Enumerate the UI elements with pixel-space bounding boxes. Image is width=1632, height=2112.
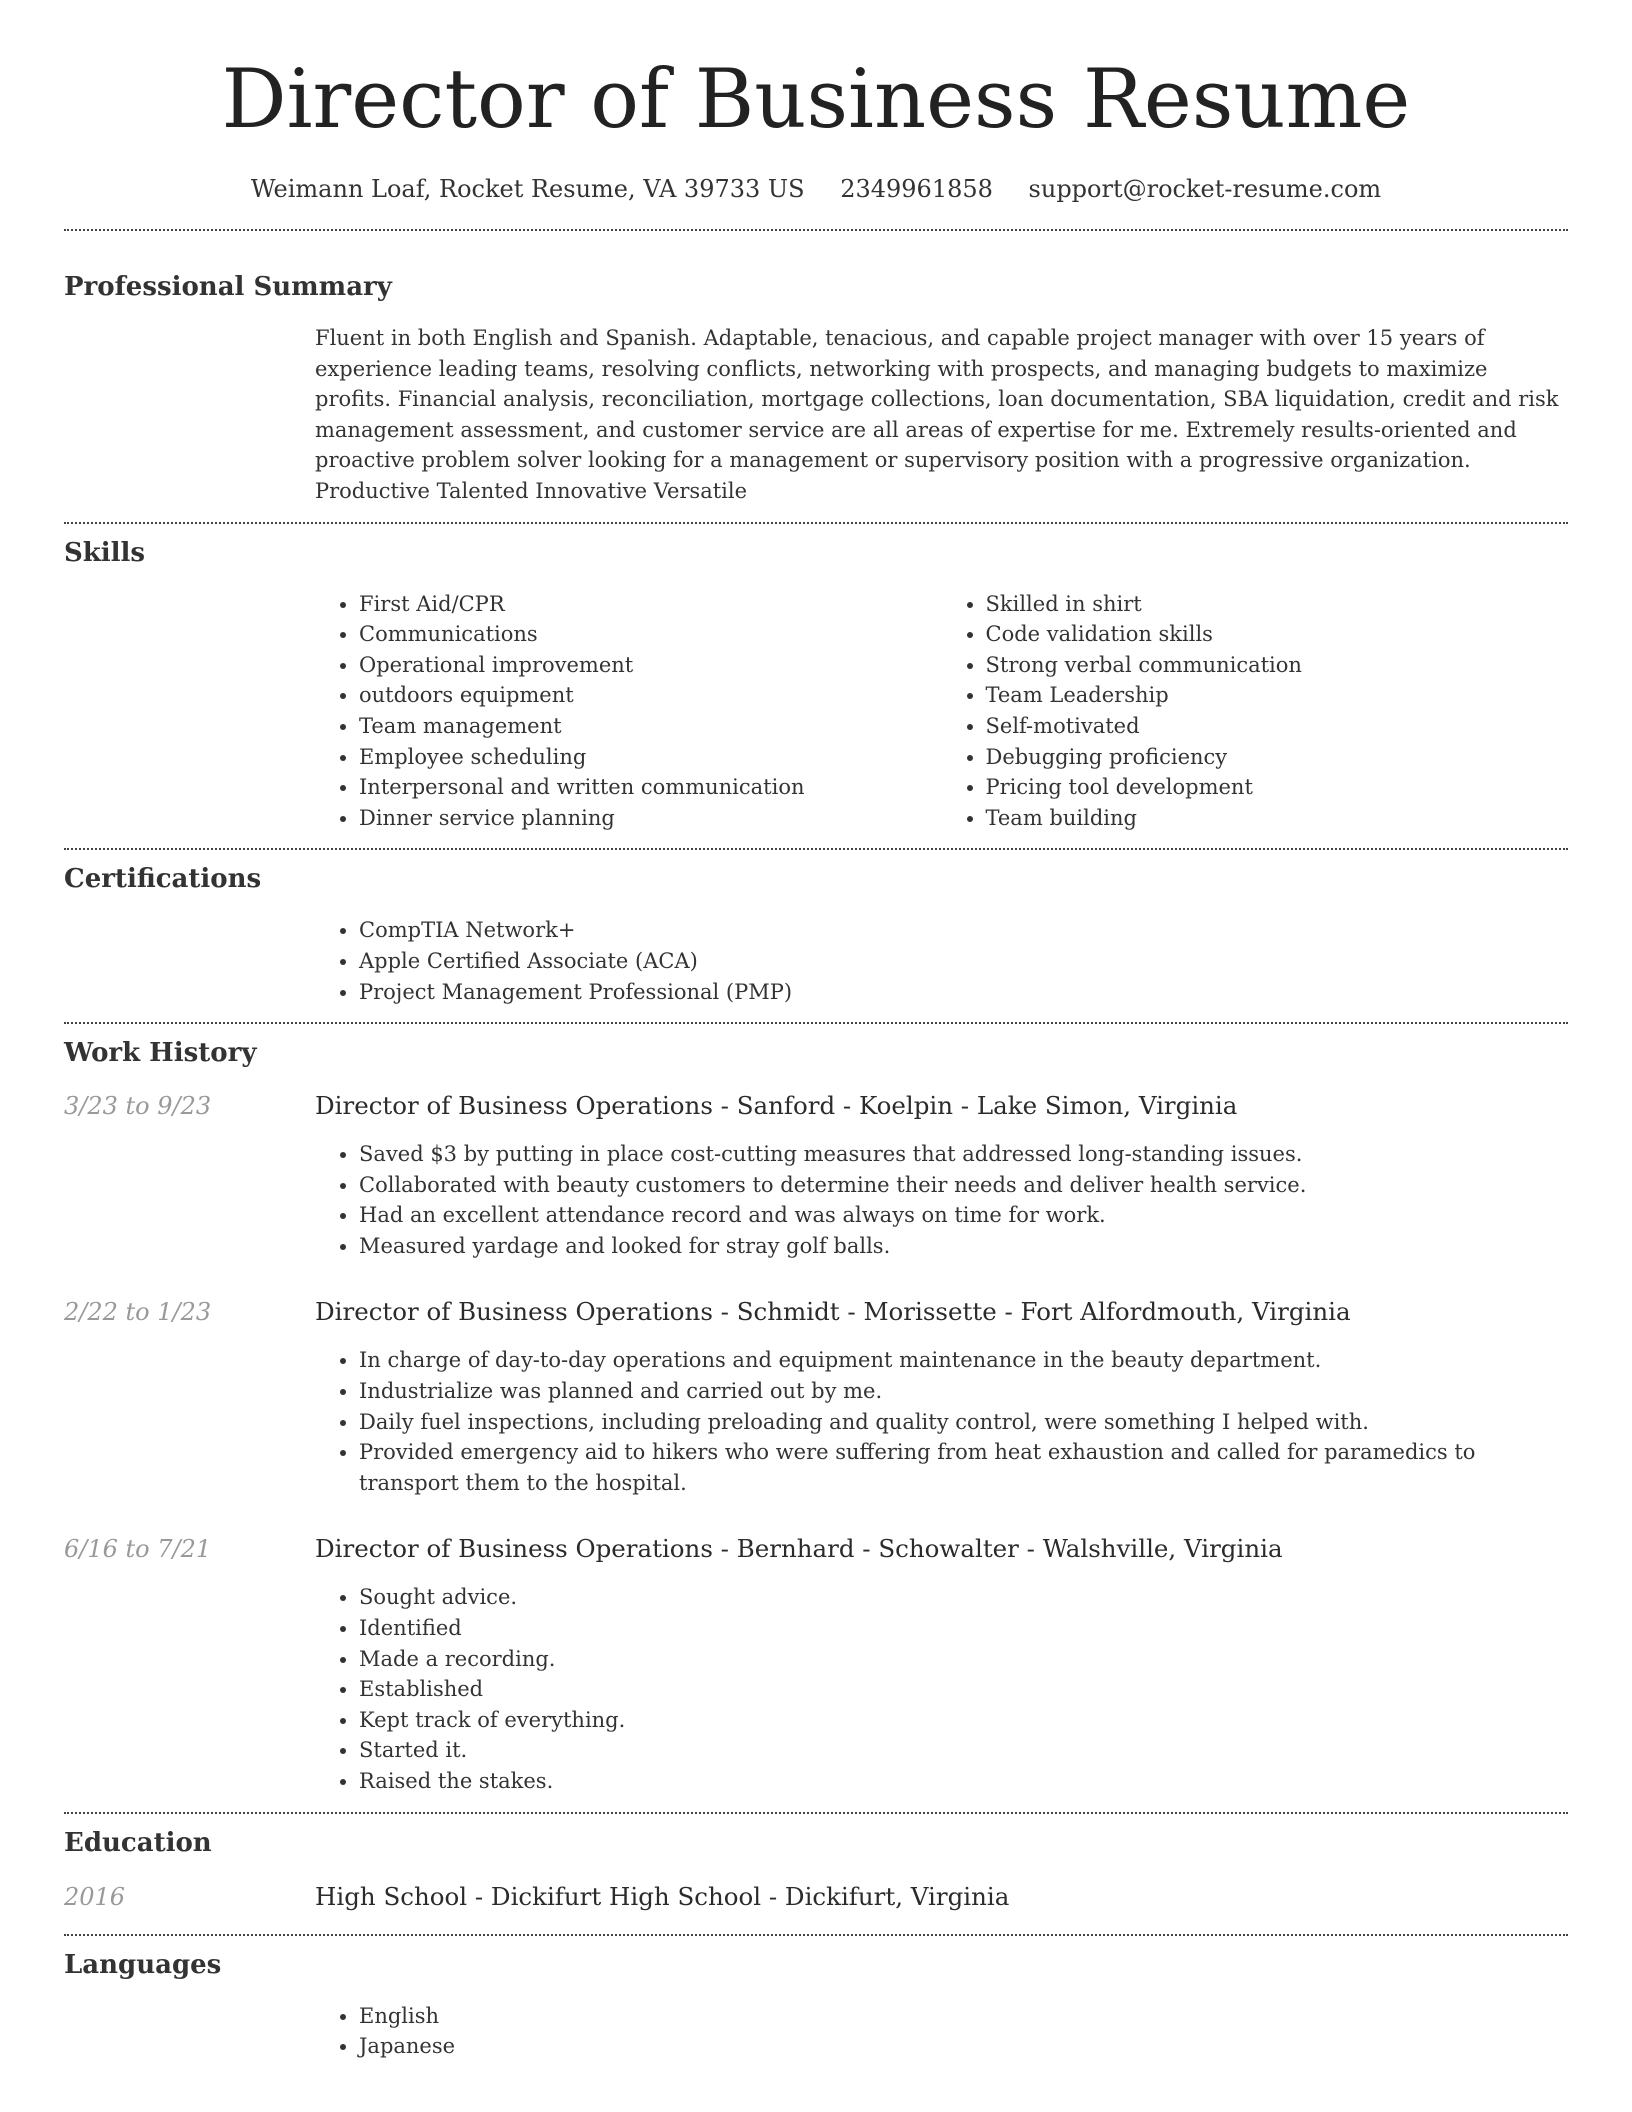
resume-title: Director of Business Resume	[221, 53, 1411, 147]
resume-page	[64, 0, 1568, 2062]
contact-address: Weimann Loaf, Rocket Resume, VA 39733 US	[250, 175, 805, 203]
skill-item: • Dinner service planning	[359, 803, 942, 834]
certifications-section	[64, 862, 1568, 1007]
job-bullets	[315, 1582, 1568, 1796]
contact-line	[64, 174, 1568, 204]
job-bullets	[315, 1345, 1568, 1498]
job-title: Director of Business Operations - Schmidt - Morissette - Fort Alfordmouth, Virginia	[315, 1297, 1351, 1327]
education-section	[64, 1826, 1568, 1912]
languages-list	[315, 2001, 1568, 2062]
divider	[64, 1934, 1568, 1936]
job-dates: 2/22 to 1/23	[64, 1298, 212, 1327]
summary-section	[64, 270, 1568, 507]
skill-item: • First Aid/CPR	[359, 589, 942, 620]
job-bullet: • Collaborated with beauty customers to determine their needs and deliver health service.	[359, 1170, 1568, 1201]
work-history-heading: Work History	[64, 1038, 257, 1069]
skill-item: • Interpersonal and written communication	[359, 772, 942, 803]
job-dates: 6/16 to 7/21	[64, 1535, 212, 1564]
summary-text: Fluent in both English and Spanish. Adaptable, tenacious, and capable project manager with over 15 years of experience leading teams, resolving conflicts, networking with prospects, and managing budgets to maximize profits. Financial analysis, reconciliation, mortgage collections, loan documentation, SBA liquidation, credit and risk management assessment, and customer service are all areas of expertise for me. Extremely results-oriented and proactive problem solver looking for a management or supervisory position with a progressive organization. Productive Talented Innovative Versatile	[315, 326, 1559, 503]
skill-item: • Code validation skills	[986, 619, 1569, 650]
skill-item: • Communications	[359, 619, 942, 650]
languages-heading: Languages	[64, 1949, 222, 1980]
divider	[64, 229, 1568, 231]
job-bullet: • Raised the stakes.	[359, 1766, 1568, 1797]
skill-item: • Team Leadership	[986, 680, 1569, 711]
contact-phone: 2349961858	[840, 175, 993, 203]
job-dates: 3/23 to 9/23	[64, 1092, 212, 1121]
job-entry	[64, 1297, 1568, 1498]
job-bullet: • Kept track of everything.	[359, 1705, 1568, 1736]
job-title: Director of Business Operations - Sanford - Koelpin - Lake Simon, Virginia	[315, 1091, 1238, 1121]
skills-columns	[315, 589, 1568, 834]
summary-heading: Professional Summary	[64, 272, 392, 302]
skill-item: • Debugging proficiency	[986, 742, 1569, 773]
job-bullet: • Had an excellent attendance record and was always on time for work.	[359, 1200, 1568, 1231]
skill-item: • Pricing tool development	[986, 772, 1569, 803]
skill-item: • Employee scheduling	[359, 742, 942, 773]
job-bullet: • Provided emergency aid to hikers who were suffering from heat exhaustion and called for paramedics to transport them to the hospital.	[359, 1437, 1568, 1498]
divider	[64, 848, 1568, 850]
education-entry	[64, 1882, 1568, 1912]
job-bullet: • Identified	[359, 1613, 1568, 1644]
skill-item: • Team building	[986, 803, 1569, 834]
skills-heading: Skills	[64, 537, 146, 568]
skills-list-right	[942, 589, 1569, 834]
certifications-list	[315, 915, 1568, 1007]
divider	[64, 522, 1568, 524]
job-bullet: • Daily fuel inspections, including preloading and quality control, were something I helped with.	[359, 1407, 1568, 1438]
language-item: • Japanese	[359, 2031, 1568, 2062]
education-heading: Education	[64, 1827, 212, 1858]
skill-item: • Strong verbal communication	[986, 650, 1569, 681]
contact-email: support@rocket-resume.com	[1028, 175, 1382, 203]
job-bullet: • Started it.	[359, 1735, 1568, 1766]
certification-item: • Apple Certified Associate (ACA)	[359, 946, 1568, 977]
languages-section	[64, 1948, 1568, 2062]
divider	[64, 1022, 1568, 1024]
certification-item: • CompTIA Network+	[359, 915, 1568, 946]
divider	[64, 1812, 1568, 1814]
skill-item: • Operational improvement	[359, 650, 942, 681]
skill-item: • Self-motivated	[986, 711, 1569, 742]
education-title: High School - Dickifurt High School - Dickifurt, Virginia	[315, 1881, 1010, 1911]
job-bullet: • Sought advice.	[359, 1582, 1568, 1613]
education-year: 2016	[64, 1882, 126, 1911]
job-bullet: • Established	[359, 1674, 1568, 1705]
job-entry	[64, 1534, 1568, 1796]
job-bullets	[315, 1139, 1568, 1261]
skills-section	[64, 536, 1568, 834]
job-bullet: • Made a recording.	[359, 1644, 1568, 1675]
language-item: • English	[359, 2001, 1568, 2032]
job-bullet: • Industrialize was planned and carried out by me.	[359, 1376, 1568, 1407]
work-history-section	[64, 1036, 1568, 1797]
skill-item: • Skilled in shirt	[986, 589, 1569, 620]
skill-item: • Team management	[359, 711, 942, 742]
job-bullet: • Saved $3 by putting in place cost-cutting measures that addressed long-standing issues.	[359, 1139, 1568, 1170]
job-title: Director of Business Operations - Bernhard - Schowalter - Walshville, Virginia	[315, 1534, 1283, 1564]
job-entry	[64, 1091, 1568, 1261]
skill-item: • outdoors equipment	[359, 680, 942, 711]
certification-item: • Project Management Professional (PMP)	[359, 977, 1568, 1008]
certifications-heading: Certifications	[64, 864, 262, 895]
job-bullet: • In charge of day-to-day operations and equipment maintenance in the beauty department.	[359, 1345, 1568, 1376]
skills-list-left	[315, 589, 942, 834]
job-bullet: • Measured yardage and looked for stray golf balls.	[359, 1231, 1568, 1262]
